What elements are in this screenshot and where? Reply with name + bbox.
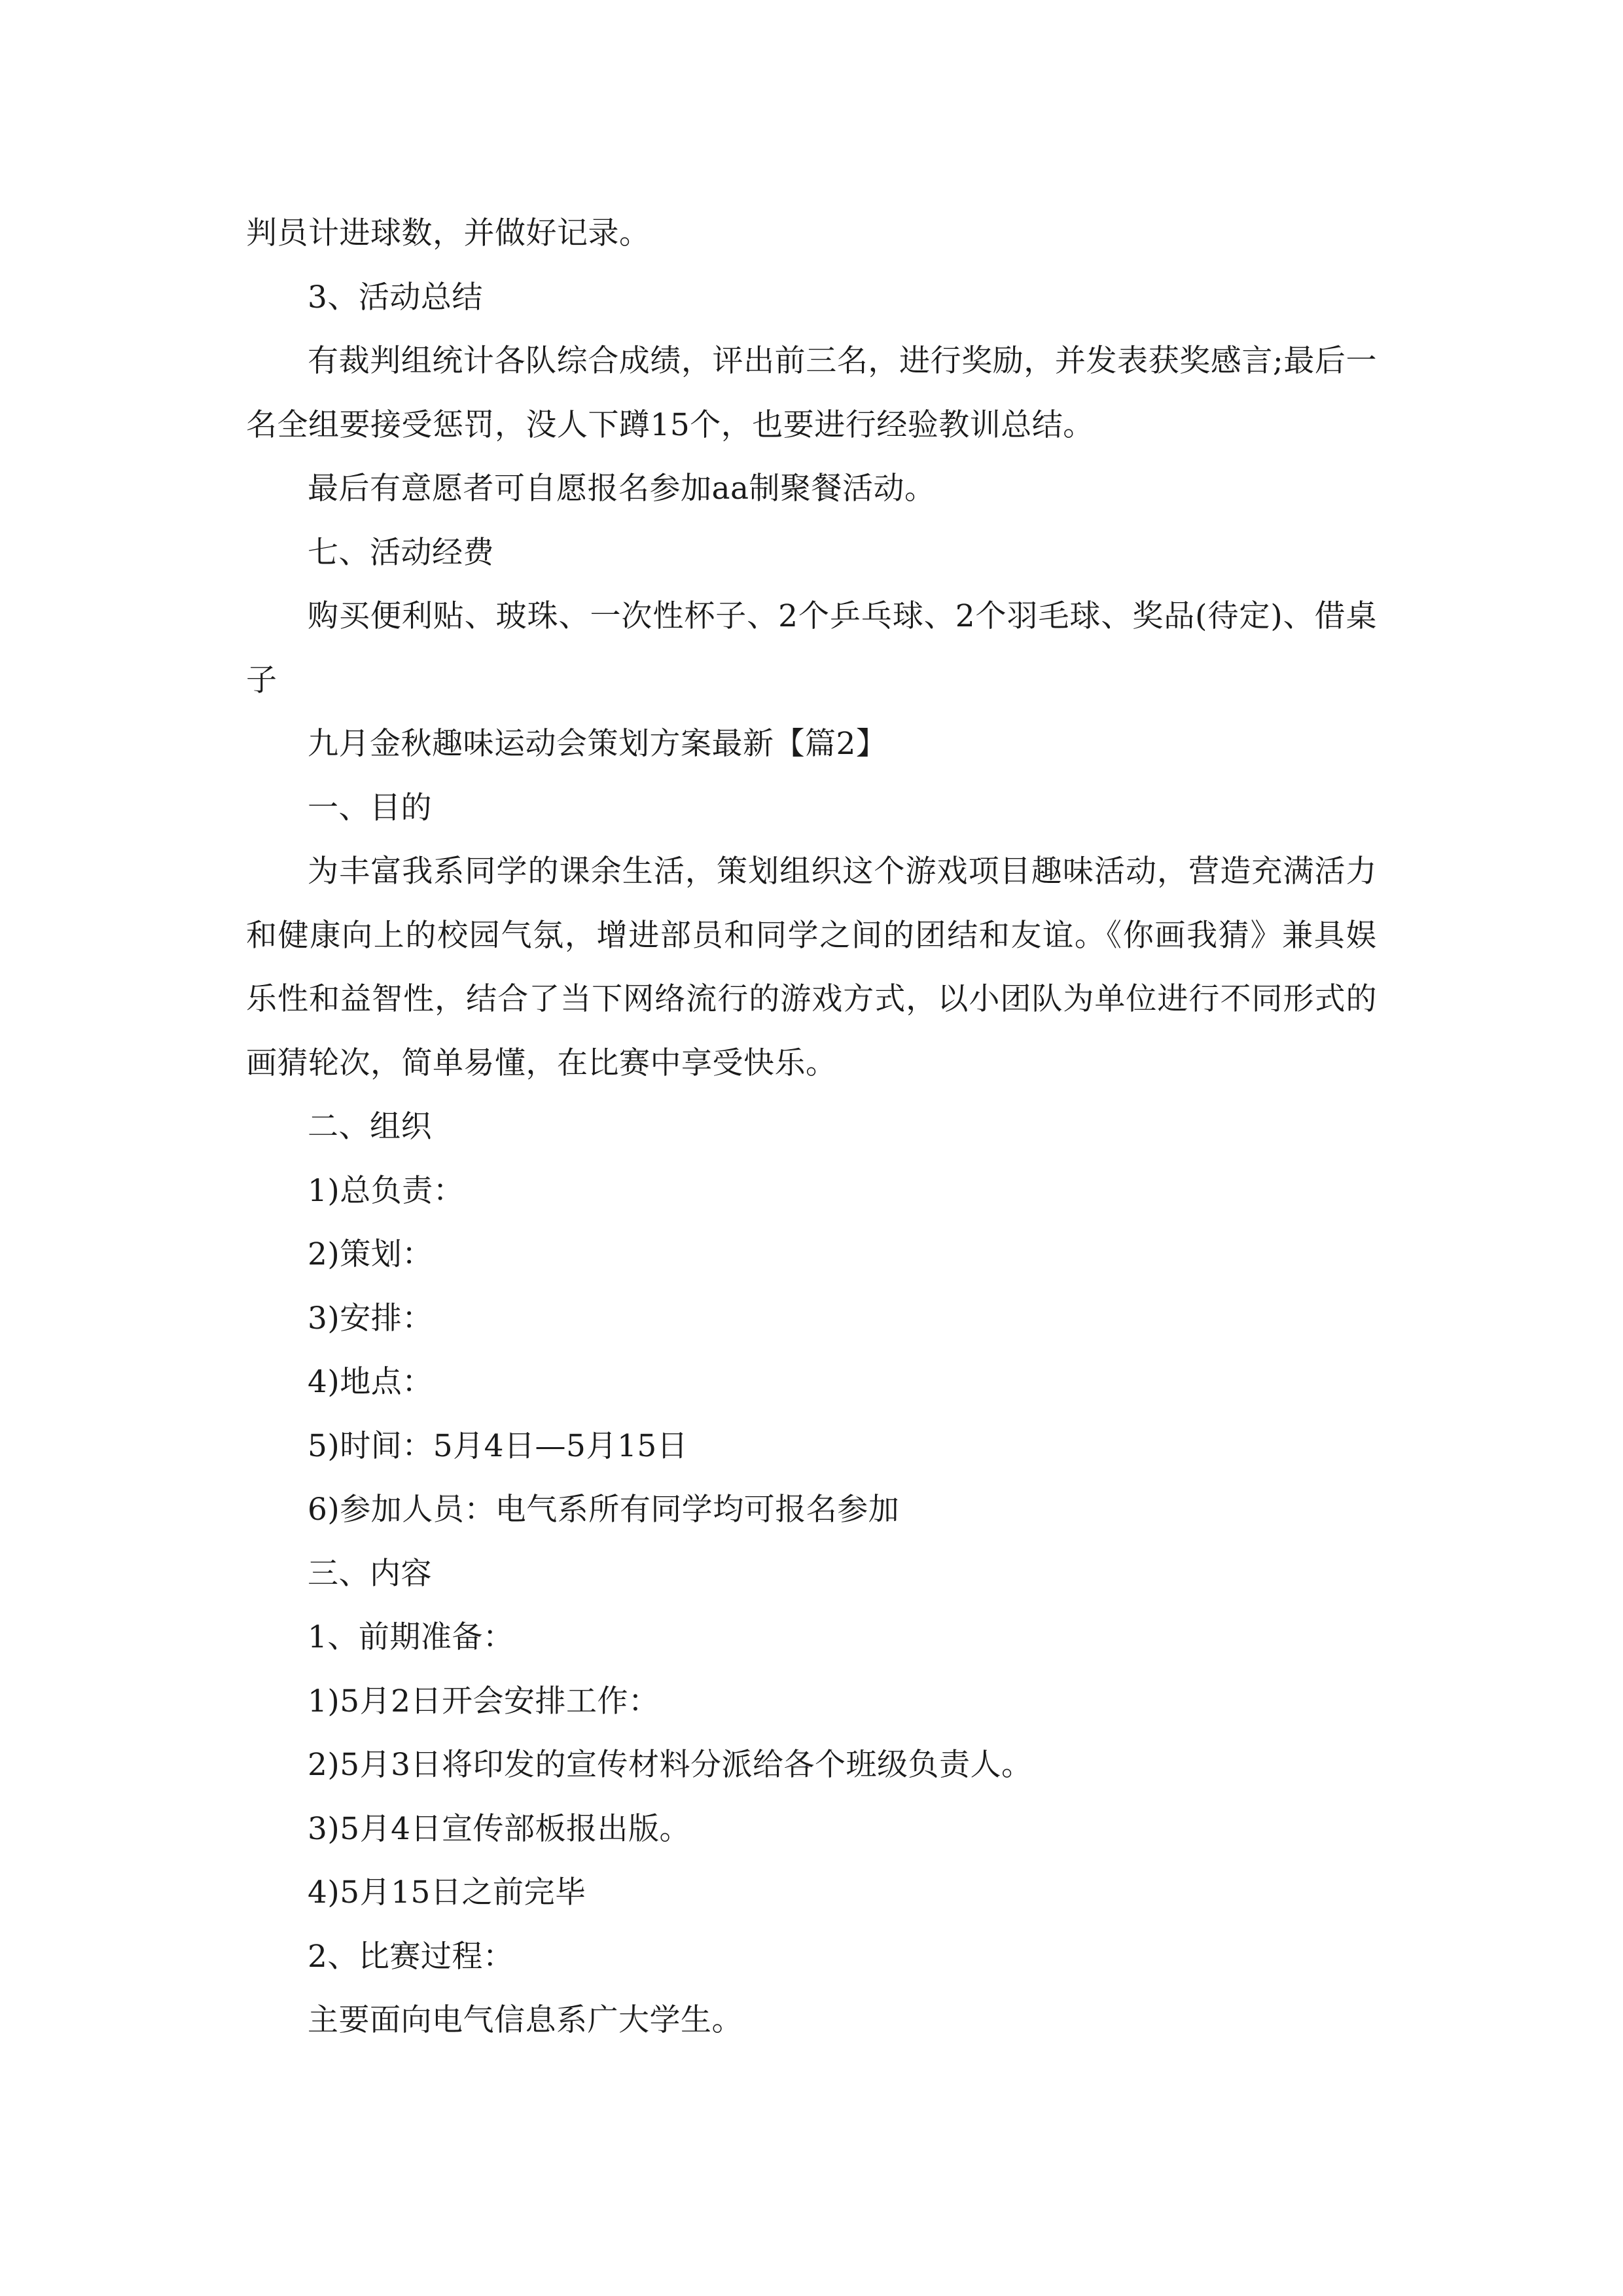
paragraph-6: 购买便利贴、玻珠、一次性杯子、2个乒乓球、2个羽毛球、奖品(待定)、借桌子 (246, 598, 1377, 698)
list-item-1: 1)总负责： (308, 1172, 465, 1209)
list-item-2: 2)策划： (308, 1236, 433, 1272)
prep-item-4: 4)5月15日之前完毕 (308, 1874, 586, 1910)
document-body (246, 202, 1377, 2053)
list-item-4: 4)地点： (308, 1364, 433, 1400)
list-item-3: 3)安排： (308, 1300, 433, 1336)
sub-heading-competition: 2、比赛过程： (308, 1938, 514, 1975)
article-title-part-2: 九月金秋趣味运动会策划方案最新【篇2】 (308, 726, 887, 762)
sub-heading-preparation: 1、前期准备： (308, 1619, 514, 1655)
list-item-5: 5)时间：5月4日—5月15日 (308, 1427, 688, 1464)
section-heading-content: 三、内容 (308, 1555, 432, 1592)
section-heading-purpose: 一、目的 (308, 789, 432, 826)
paragraph-4: 最后有意愿者可自愿报名参加aa制聚餐活动。 (308, 471, 936, 507)
paragraph-3: 有裁判组统计各队综合成绩，评出前三名，进行奖励，并发表获奖感言;最后一名全组要接受惩罚，没人下蹲15个，也要进行经验教训总结。 (246, 343, 1377, 443)
paragraph-2: 3、活动总结 (308, 279, 483, 315)
section-heading-funding: 七、活动经费 (308, 534, 494, 571)
list-item-6: 6)参加人员：电气系所有同学均可报名参加 (308, 1492, 900, 1528)
section-heading-organization: 二、组织 (308, 1109, 432, 1145)
paragraph-24: 主要面向电气信息系广大学生。 (308, 2002, 743, 2038)
prep-item-3: 3)5月4日宣传部板报出版。 (308, 1810, 691, 1847)
prep-item-1: 1)5月2日开会安排工作： (308, 1683, 660, 1719)
paragraph-9: 为丰富我系同学的课余生活，策划组织这个游戏项目趣味活动，营造充满活力和健康向上的校园气氛，增进部员和同学之间的团结和友谊。《你画我猜》兼具娱乐性和益智性，结合了当下网络流行的游戏方式，以小团队为单位进行不同形式的画猜轮次，简单易懂，在比赛中享受快乐。 (246, 853, 1377, 1081)
paragraph-1: 判员计进球数，并做好记录。 (246, 215, 651, 251)
prep-item-2: 2)5月3日将印发的宣传材料分派给各个班级负责人。 (308, 1747, 1033, 1783)
